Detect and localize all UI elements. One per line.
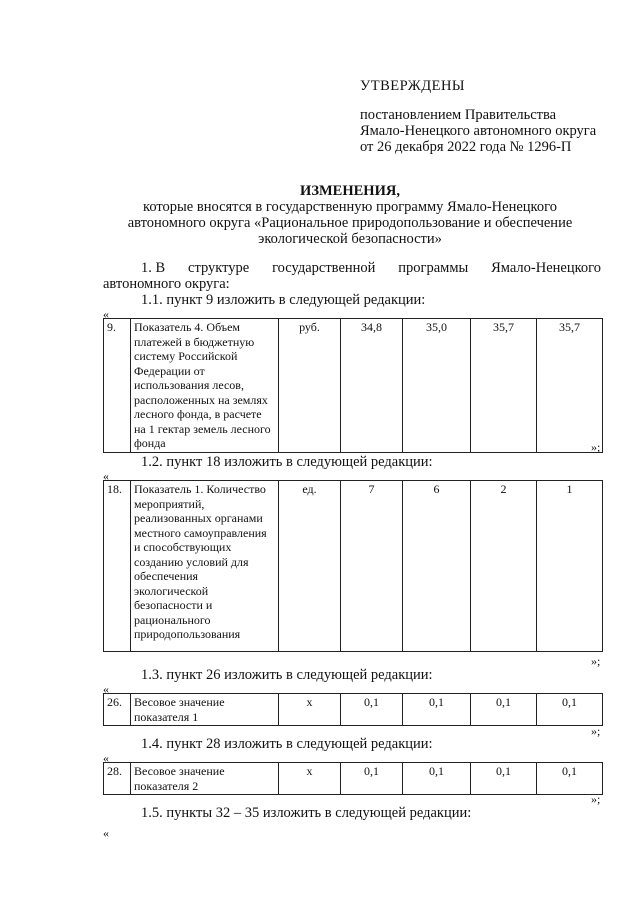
table-row — [104, 694, 603, 726]
close-quote-2: »; — [591, 654, 601, 668]
intro-word-5: Ямало-Ненецкого — [491, 260, 601, 276]
close-quote-3: »; — [591, 724, 601, 738]
intro-word-4: программы — [398, 260, 469, 276]
intro-word-3: государственной — [272, 260, 376, 276]
value-cell: 6 — [403, 481, 471, 652]
close-quote-1: »; — [591, 440, 601, 454]
changes-subtitle-2: автономного округа «Рациональное природопользование и обеспечение — [127, 215, 573, 231]
unit-cell: ед. — [279, 481, 341, 652]
section-heading-3: 1.3. пункт 26 изложить в следующей редакции: — [141, 667, 433, 683]
value-cell: 7 — [341, 481, 403, 652]
table-row — [104, 763, 603, 795]
table-row — [104, 319, 603, 453]
section-heading-1: 1.1. пункт 9 изложить в следующей редакции: — [141, 292, 426, 308]
section-heading-5: 1.5. пункты 32 – 35 изложить в следующей редакции: — [141, 805, 472, 821]
value-cell: 0,1 — [537, 763, 603, 795]
open-quote-2: « — [103, 469, 109, 483]
open-quote-3: « — [103, 682, 109, 696]
value-cell: 1 — [537, 481, 603, 652]
row-number: 9. — [104, 319, 131, 453]
unit-cell: х — [279, 694, 341, 726]
value-cell: 35,7 — [537, 319, 603, 453]
indicator-name: Весовое значение показателя 1 — [131, 694, 279, 726]
section-heading-2: 1.2. пункт 18 изложить в следующей редакции: — [141, 454, 433, 470]
value-cell: 34,8 — [341, 319, 403, 453]
approval-title: УТВЕРЖДЕНЫ — [360, 78, 466, 94]
indicator-name: Показатель 1. Количество мероприятий, реализованных органами местного самоуправления и способствующих созданию условий для обеспечения экологической безопасности и рационального природопользования — [131, 481, 279, 652]
row-number: 28. — [104, 763, 131, 795]
intro-line-1 — [141, 260, 601, 277]
intro-word-2: структуре — [188, 260, 250, 276]
value-cell: 2 — [471, 481, 537, 652]
indicator-name: Весовое значение показателя 2 — [131, 763, 279, 795]
unit-cell: руб. — [279, 319, 341, 453]
approval-line-3: от 26 декабря 2022 года № 1296-П — [360, 139, 572, 155]
value-cell: 35,0 — [403, 319, 471, 453]
value-cell: 0,1 — [471, 694, 537, 726]
value-cell: 35,7 — [471, 319, 537, 453]
table-row — [104, 481, 603, 652]
row-number: 18. — [104, 481, 131, 652]
row-number: 26. — [104, 694, 131, 726]
value-cell: 0,1 — [341, 763, 403, 795]
open-quote-4: « — [103, 751, 109, 765]
open-quote-5: « — [103, 826, 109, 840]
table-item-28 — [103, 762, 603, 795]
changes-subtitle-1: которые вносятся в государственную программу Ямало-Ненецкого — [143, 199, 557, 215]
unit-cell: х — [279, 763, 341, 795]
table-item-9 — [103, 318, 603, 453]
value-cell: 0,1 — [471, 763, 537, 795]
intro-line-2: автономного округа: — [103, 276, 230, 292]
approval-line-1: постановлением Правительства — [360, 107, 557, 123]
changes-subtitle-3: экологической безопасности» — [258, 231, 442, 247]
close-quote-4: »; — [591, 792, 601, 806]
intro-word-1: 1. В — [141, 260, 166, 276]
open-quote-1: « — [103, 307, 109, 321]
table-item-18 — [103, 480, 603, 652]
approval-line-2: Ямало-Ненецкого автономного округа — [360, 123, 597, 139]
value-cell: 0,1 — [403, 694, 471, 726]
indicator-name: Показатель 4. Объем платежей в бюджетную систему Российской Федерации от использования лесов, расположенных на землях лесного фонда, в расчете на 1 гектар земель лесного фонда — [131, 319, 279, 453]
changes-title: ИЗМЕНЕНИЯ, — [300, 183, 400, 199]
table-item-26 — [103, 693, 603, 726]
value-cell: 0,1 — [403, 763, 471, 795]
value-cell: 0,1 — [537, 694, 603, 726]
section-heading-4: 1.4. пункт 28 изложить в следующей редакции: — [141, 736, 433, 752]
value-cell: 0,1 — [341, 694, 403, 726]
